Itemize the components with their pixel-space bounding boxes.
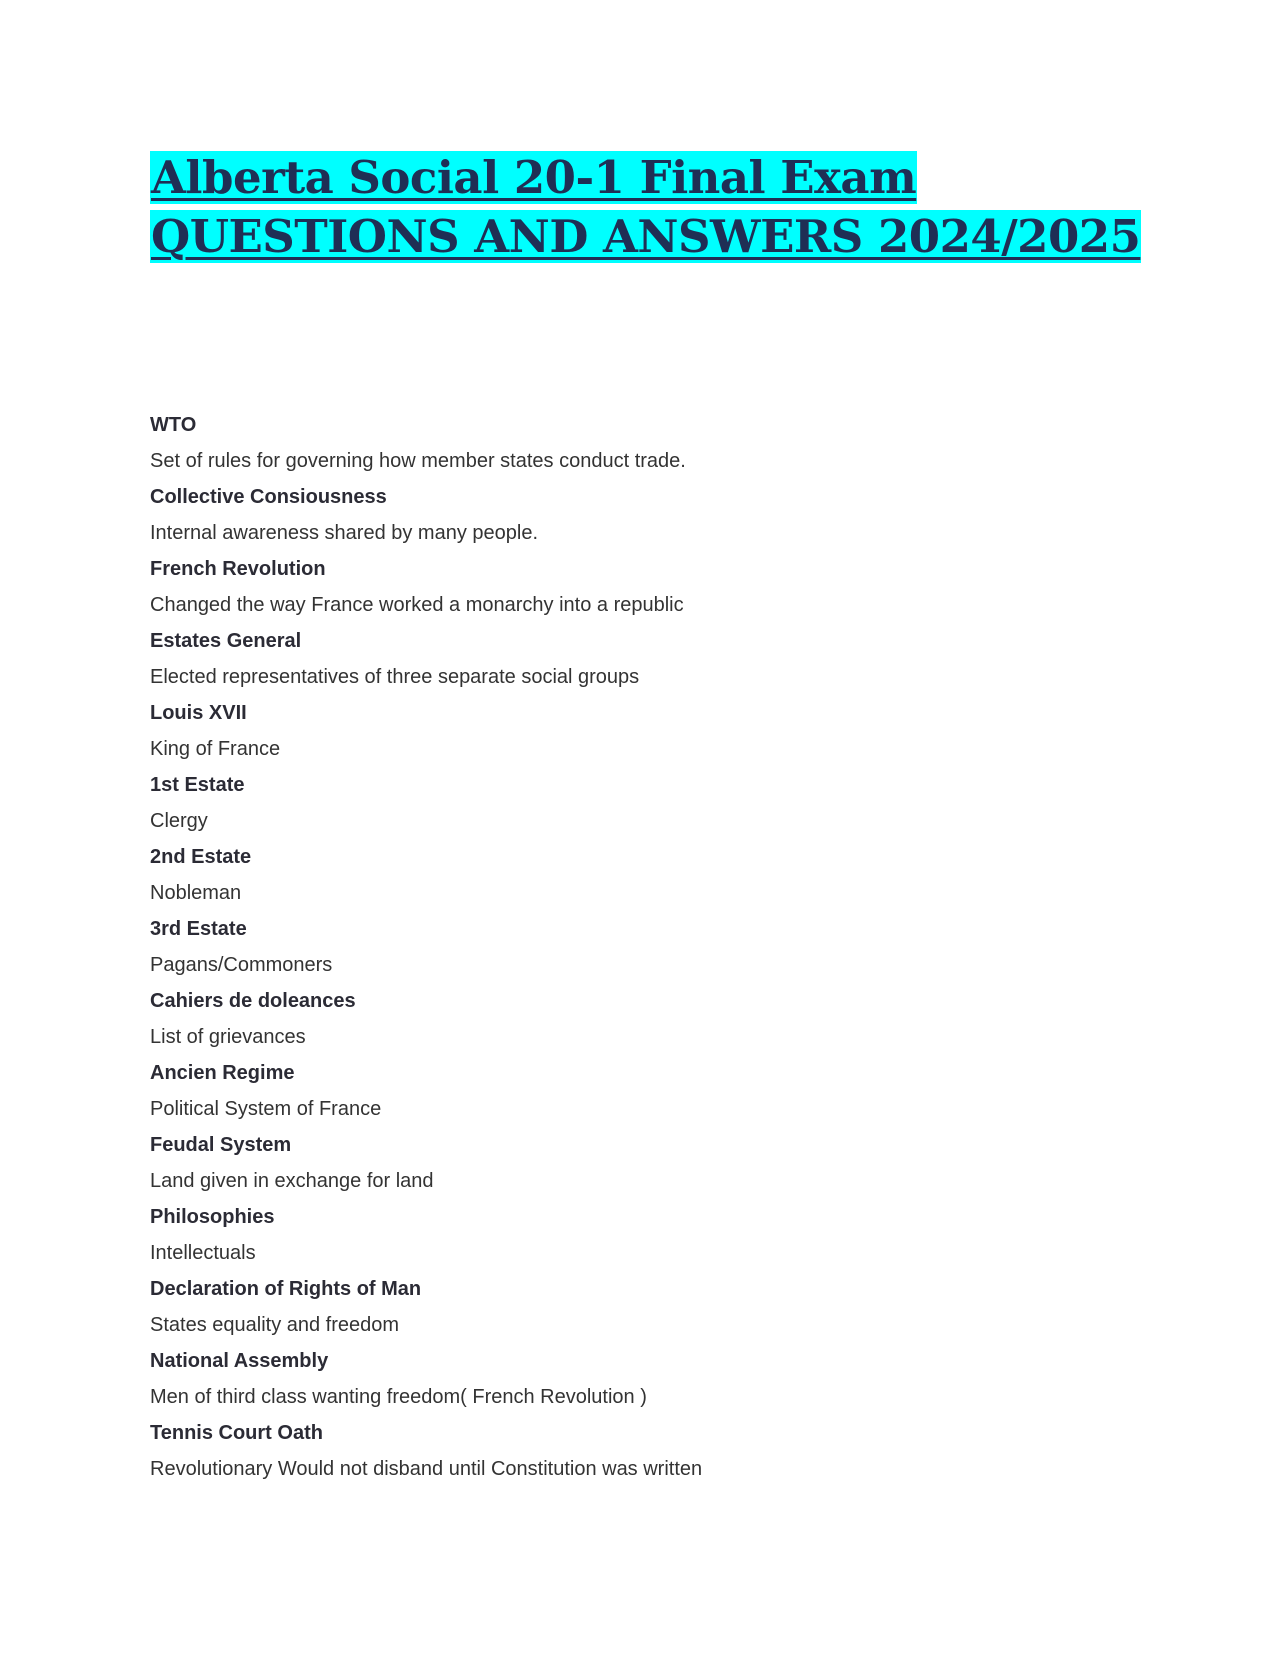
glossary-definition: Land given in exchange for land [150,1170,434,1192]
glossary-definition: Intellectuals [150,1242,256,1264]
glossary-definition: List of grievances [150,1026,306,1048]
title-line-2-text: QUESTIONS AND ANSWERS 2024/2025 [151,210,1141,263]
glossary-term: Cahiers de doleances [150,990,356,1012]
glossary-list [150,407,1150,1487]
glossary-entry [150,1199,1150,1271]
glossary-term: Ancien Regime [150,1062,295,1084]
glossary-entry [150,1055,1150,1127]
glossary-entry [150,695,1150,767]
glossary-entry [150,1415,1150,1487]
glossary-term: Estates General [150,630,302,652]
glossary-definition: Pagans/Commoners [150,954,333,976]
glossary-definition: Internal awareness shared by many people. [150,522,539,544]
title-line-1 [150,148,1150,207]
document-title [150,148,1150,266]
glossary-definition: Set of rules for governing how member states conduct trade. [150,450,686,472]
title-line-2 [150,207,1150,266]
glossary-definition: Men of third class wanting freedom( French Revolution ) [150,1386,647,1408]
glossary-entry [150,983,1150,1055]
glossary-term: Philosophies [150,1206,275,1228]
glossary-term: WTO [150,414,197,436]
glossary-term: 2nd Estate [150,846,252,868]
glossary-term: 1st Estate [150,774,245,796]
glossary-term: Louis XVII [150,702,247,724]
glossary-term: 3rd Estate [150,918,247,940]
glossary-entry [150,551,1150,623]
glossary-entry [150,1271,1150,1343]
glossary-entry [150,479,1150,551]
glossary-term: French Revolution [150,558,326,580]
glossary-entry [150,1343,1150,1415]
glossary-entry [150,1127,1150,1199]
glossary-term: Collective Consiousness [150,486,387,508]
glossary-entry [150,911,1150,983]
title-line-1-text: Alberta Social 20-1 Final Exam [151,151,917,204]
glossary-term: National Assembly [150,1350,329,1372]
glossary-definition: States equality and freedom [150,1314,400,1336]
glossary-definition: King of France [150,738,281,760]
glossary-definition: Elected representatives of three separate social groups [150,666,640,688]
glossary-definition: Nobleman [150,882,242,904]
glossary-entry [150,767,1150,839]
glossary-entry [150,407,1150,479]
glossary-definition: Clergy [150,810,208,832]
glossary-entry [150,839,1150,911]
glossary-term: Feudal System [150,1134,292,1156]
glossary-term: Declaration of Rights of Man [150,1278,422,1300]
glossary-entry [150,623,1150,695]
glossary-definition: Political System of France [150,1098,382,1120]
glossary-definition: Revolutionary Would not disband until Constitution was written [150,1458,703,1480]
glossary-definition: Changed the way France worked a monarchy into a republic [150,594,684,616]
glossary-term: Tennis Court Oath [150,1422,323,1444]
